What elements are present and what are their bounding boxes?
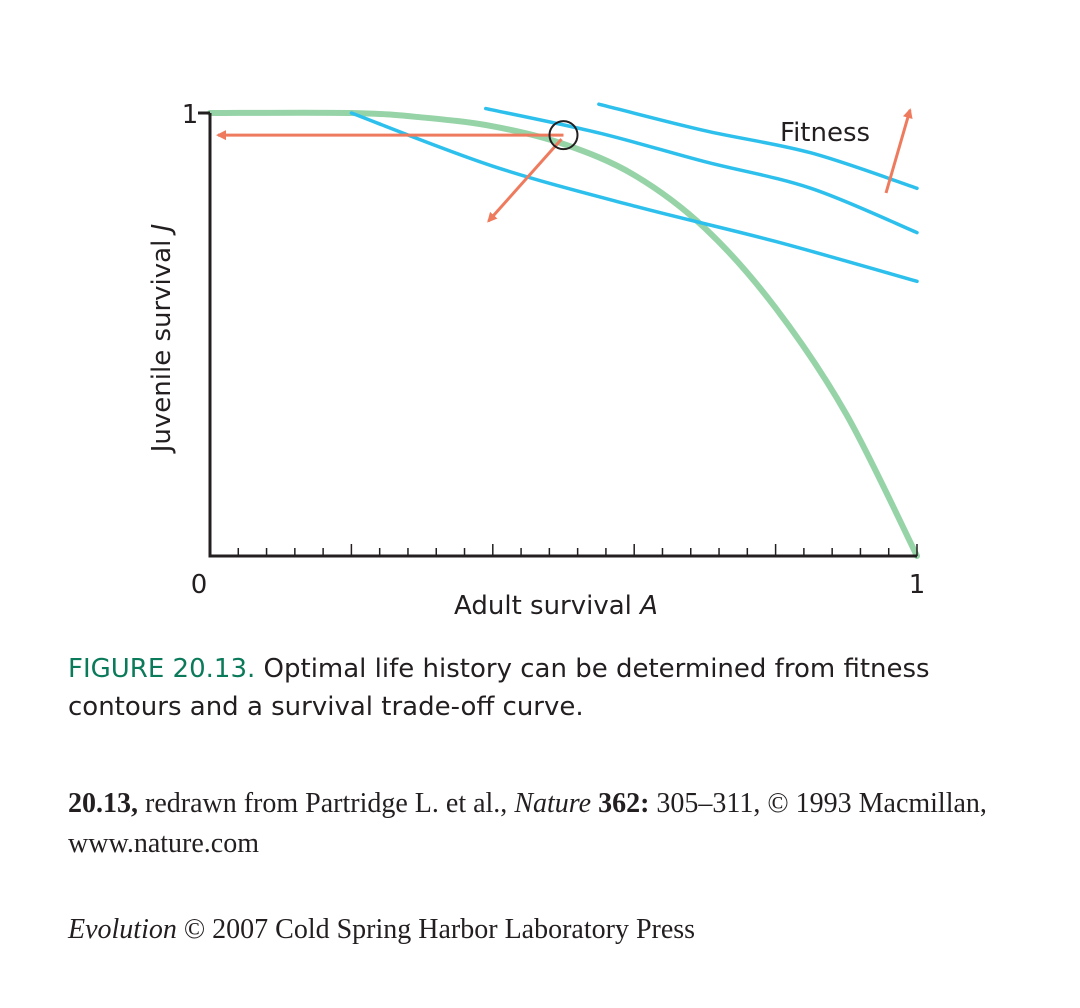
copyright-text: © 2007 Cold Spring Harbor Laboratory Press xyxy=(176,914,696,945)
fitness-annotation: Fitness xyxy=(780,118,871,148)
x-tick-label-1: 1 xyxy=(908,570,926,600)
x-tick-label-0: 0 xyxy=(190,570,208,600)
credit-volume: 362: xyxy=(591,788,650,819)
copyright-title: Evolution xyxy=(68,914,177,945)
arrow-decreasing-fitness xyxy=(489,139,562,221)
figure-caption xyxy=(68,650,1028,726)
tradeoff-curve xyxy=(210,113,917,556)
caption-text: Optimal life history can be determined from fitness contours and a survival trade-off curve. xyxy=(68,654,930,722)
y-tick-label-1: 1 xyxy=(181,100,199,130)
credit-text-2: 305–311, © 1993 Macmillan, www.nature.com xyxy=(68,788,987,859)
figure-label: FIGURE 20.13. xyxy=(68,654,256,684)
credit-text-1: redrawn from Partridge L. et al., xyxy=(138,788,515,819)
x-axis-title: Adult survival A xyxy=(454,591,658,621)
credit-number: 20.13, xyxy=(68,788,138,819)
source-credit xyxy=(68,784,1028,864)
credit-journal: Nature xyxy=(514,788,592,819)
y-axis-title: Juvenile survival J xyxy=(147,223,177,453)
copyright-line xyxy=(68,910,1028,950)
